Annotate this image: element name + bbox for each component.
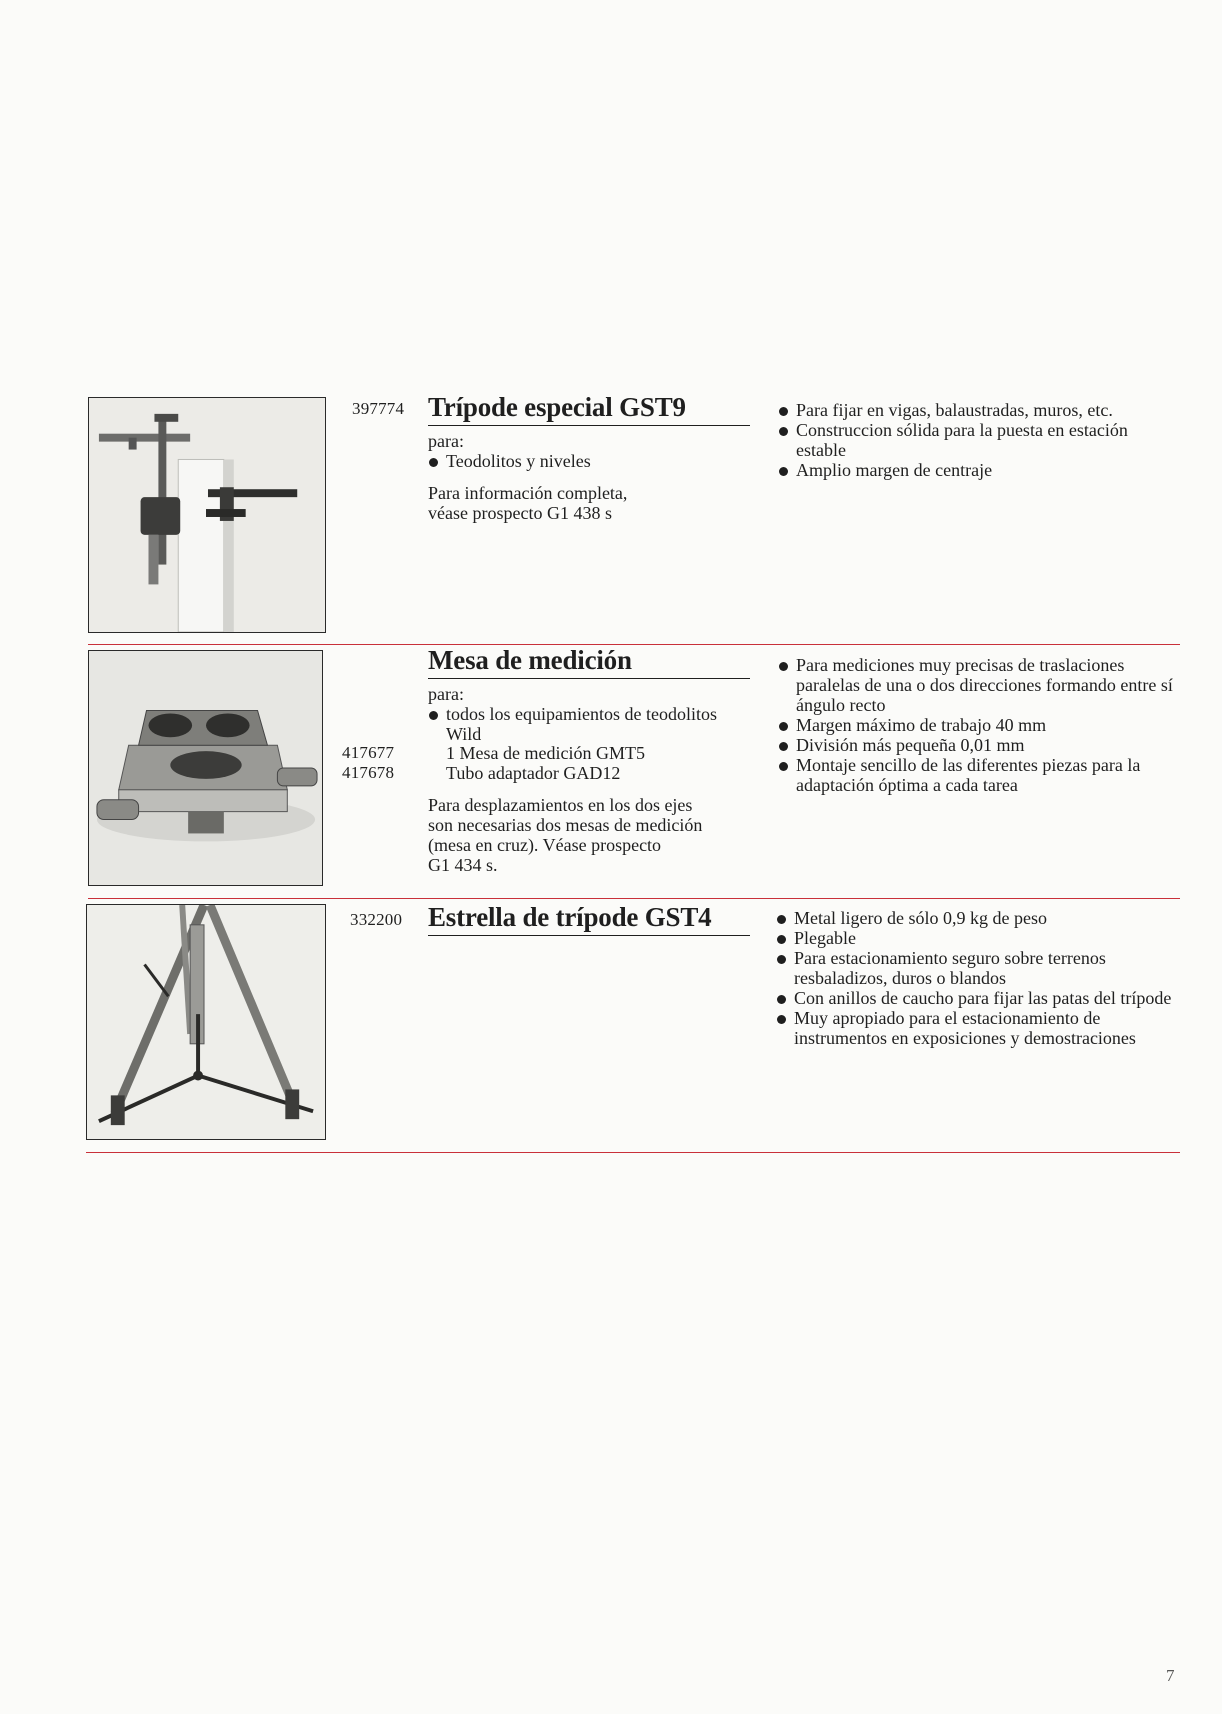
part-code: 417677 xyxy=(342,743,395,762)
note-line: véase prospecto G1 438 s xyxy=(428,503,612,523)
section-divider xyxy=(88,898,1180,899)
note-line: Para información completa, xyxy=(428,483,628,503)
product-code: 397774 xyxy=(352,399,405,418)
part-name: 1 Mesa de medición GMT5 xyxy=(446,743,645,763)
product-title: Mesa de medición xyxy=(428,645,750,679)
note-line: son necesarias dos mesas de medición xyxy=(428,815,703,835)
feature-item: Para estacionamiento seguro sobre terrenos resbaladizos, duros o blandos xyxy=(776,948,1186,988)
for-item: Teodolitos y niveles xyxy=(428,451,728,471)
for-item: todos los equipamientos de teodolitos xyxy=(428,704,758,724)
product-title: Estrella de trípode GST4 xyxy=(428,902,750,936)
product-code: 332200 xyxy=(350,910,403,929)
feature-item: Metal ligero de sólo 0,9 kg de peso xyxy=(776,908,1186,928)
note-line: G1 434 s. xyxy=(428,855,498,875)
for-item-continued: Wild xyxy=(446,724,482,744)
tripod-star-illustration xyxy=(87,905,325,1139)
feature-item: Muy apropiado para el estacionamiento de instrumentos en exposiciones y demostraciones xyxy=(776,1008,1186,1048)
mesa-note xyxy=(428,795,758,875)
gst9-features xyxy=(778,400,1178,480)
gst9-tripod-bracket-illustration xyxy=(89,398,325,632)
gst4-features xyxy=(776,908,1186,1048)
measuring-table-illustration xyxy=(89,651,322,885)
feature-item: Margen máximo de trabajo 40 mm xyxy=(778,715,1188,735)
feature-item: Con anillos de caucho para fijar las patas del trípode xyxy=(776,988,1186,1008)
for-label: para: xyxy=(428,684,464,704)
product-title: Trípode especial GST9 xyxy=(428,392,750,426)
page-number: 7 xyxy=(1166,1666,1175,1685)
mesa-for xyxy=(428,684,758,744)
feature-item: División más pequeña 0,01 mm xyxy=(778,735,1188,755)
mesa-features xyxy=(778,655,1188,795)
part-name: Tubo adaptador GAD12 xyxy=(446,763,621,783)
feature-item: Para fijar en vigas, balaustradas, muros, etc. xyxy=(778,400,1178,420)
note-line: Para desplazamientos en los dos ejes xyxy=(428,795,693,815)
gst9-description xyxy=(428,431,728,523)
gst4-photo xyxy=(86,904,326,1140)
for-label: para: xyxy=(428,431,464,451)
note-line: (mesa en cruz). Véase prospecto xyxy=(428,835,662,855)
section-divider xyxy=(86,1152,1180,1153)
mesa-photo xyxy=(88,650,323,886)
gst9-photo xyxy=(88,397,326,633)
feature-item: Montaje sencillo de las diferentes piezas para la adaptación óptima a cada tarea xyxy=(778,755,1188,795)
feature-item: Construccion sólida para la puesta en estación estable xyxy=(778,420,1178,460)
part-code: 417678 xyxy=(342,763,395,782)
feature-item: Para mediciones muy precisas de traslaciones paralelas de una o dos direcciones formando entre sí ángulo recto xyxy=(778,655,1188,715)
feature-item: Plegable xyxy=(776,928,1186,948)
feature-item: Amplio margen de centraje xyxy=(778,460,1178,480)
